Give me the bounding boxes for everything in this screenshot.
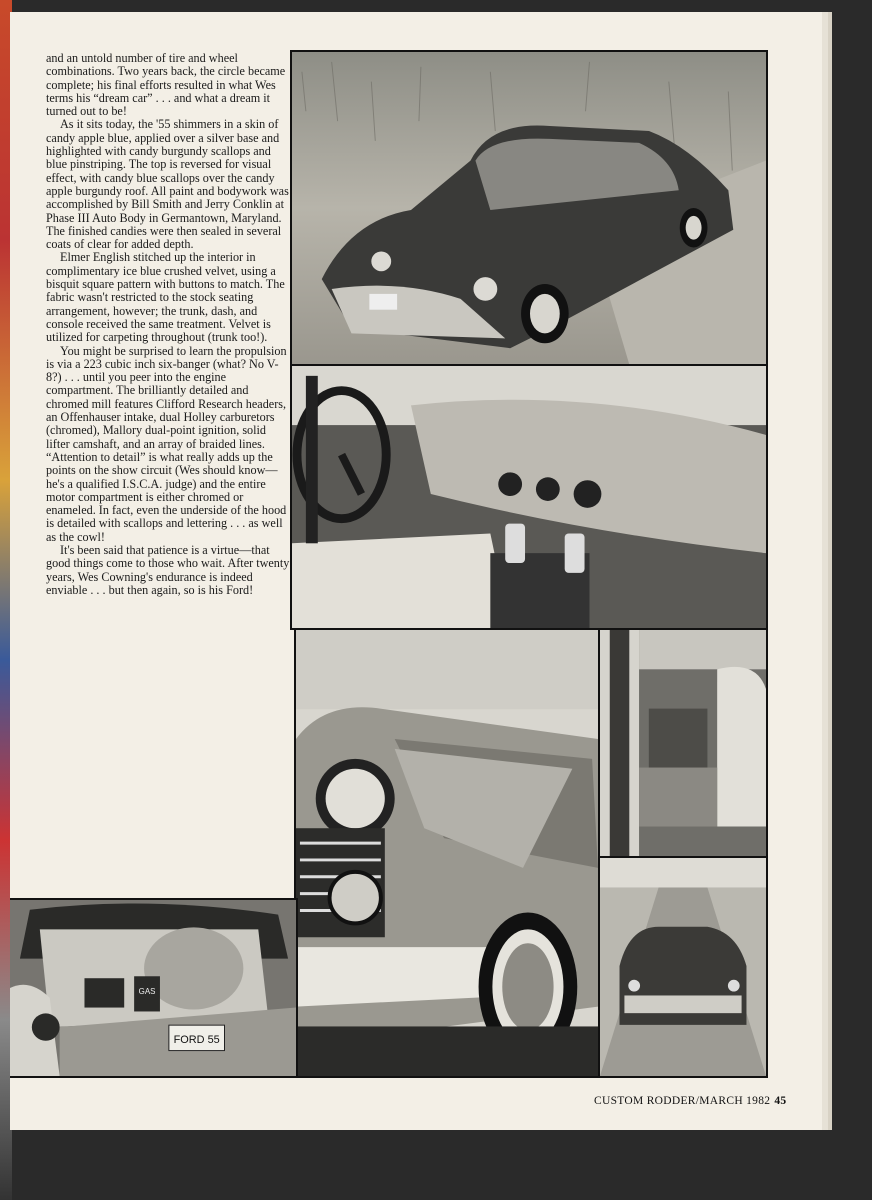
magazine-page xyxy=(10,12,822,1130)
photo-car-exterior xyxy=(290,50,768,366)
trunk-image xyxy=(10,900,296,1076)
photo-trunk xyxy=(10,898,298,1078)
article-text xyxy=(46,52,292,597)
paragraph-5: It's been said that patience is a virtue—that good things come to those who wait. After twenty years, Wes Cowning's endurance is indeed enviable . . . but then again, so is his Ford! xyxy=(46,542,290,597)
interior-door-image xyxy=(600,630,766,856)
photo-car-road xyxy=(598,856,768,1078)
paragraph-1: and an untold number of tire and wheel combinations. Two years back, the circle became complete; his final efforts resulted in what Wes terms his “dream car” . . . and what a dream it turned out to be! xyxy=(46,51,286,119)
trunk-license-plate: FORD 55 xyxy=(173,1033,220,1046)
photo-interior-door xyxy=(598,628,768,858)
car-road-image xyxy=(600,858,766,1076)
photo-dashboard xyxy=(290,364,768,630)
page-footer xyxy=(594,1095,786,1107)
gas-can-label: GAS xyxy=(138,986,156,996)
paragraph-2: As it sits today, the '55 shimmers in a skin of candy apple blue, applied over a silver base and highlighted with candy burgundy scallops and blue pinstriping. The top is reversed for visual effect, with candy blue scallops over the candy apple burgundy roof. All paint and bodywork was accomplished by Bill Smith and Jerry Conklin at Phase III Auto Body in Germantown, Maryland. The finished candies were then sealed in several coats of clear for added depth. xyxy=(46,117,289,252)
page-number: 45 xyxy=(774,1095,787,1107)
front-fender-image xyxy=(296,630,598,1076)
footer-magazine-date: CUSTOM RODDER/MARCH 1982 xyxy=(594,1095,771,1107)
paragraph-4: You might be surprised to learn the propulsion is via a 223 cubic inch six-banger (what? No V-8?) . . . until you peer into the engine compartment. The brilliantly detailed and chromed mill features Clifford Research headers, an Offenhauser intake, dual Holley carburetors (chromed), Mallory dual-point ignition, solid lifter camshaft, and an array of braided lines. “Attention to detail” is what really adds up the points on the show circuit (Wes should know—he's a qualified I.S.C.A. judge) and the entire motor compartment is either chromed or enameled. In fact, even the underside of the hood is detailed with scallops and lettering . . . as well as the cowl! xyxy=(46,343,287,544)
car-exterior-image xyxy=(292,52,766,364)
paragraph-3: Elmer English stitched up the interior in complimentary ice blue crushed velvet, using a bisquit square pattern with buttons to match. The fabric wasn't restricted to the stock seating arrangement, however; the trunk, dash, and console received the same treatment. Velvet is utilized for carpeting throughout (trunk too!). xyxy=(46,250,285,345)
dashboard-image xyxy=(292,366,766,628)
photo-front-fender xyxy=(294,628,600,1078)
